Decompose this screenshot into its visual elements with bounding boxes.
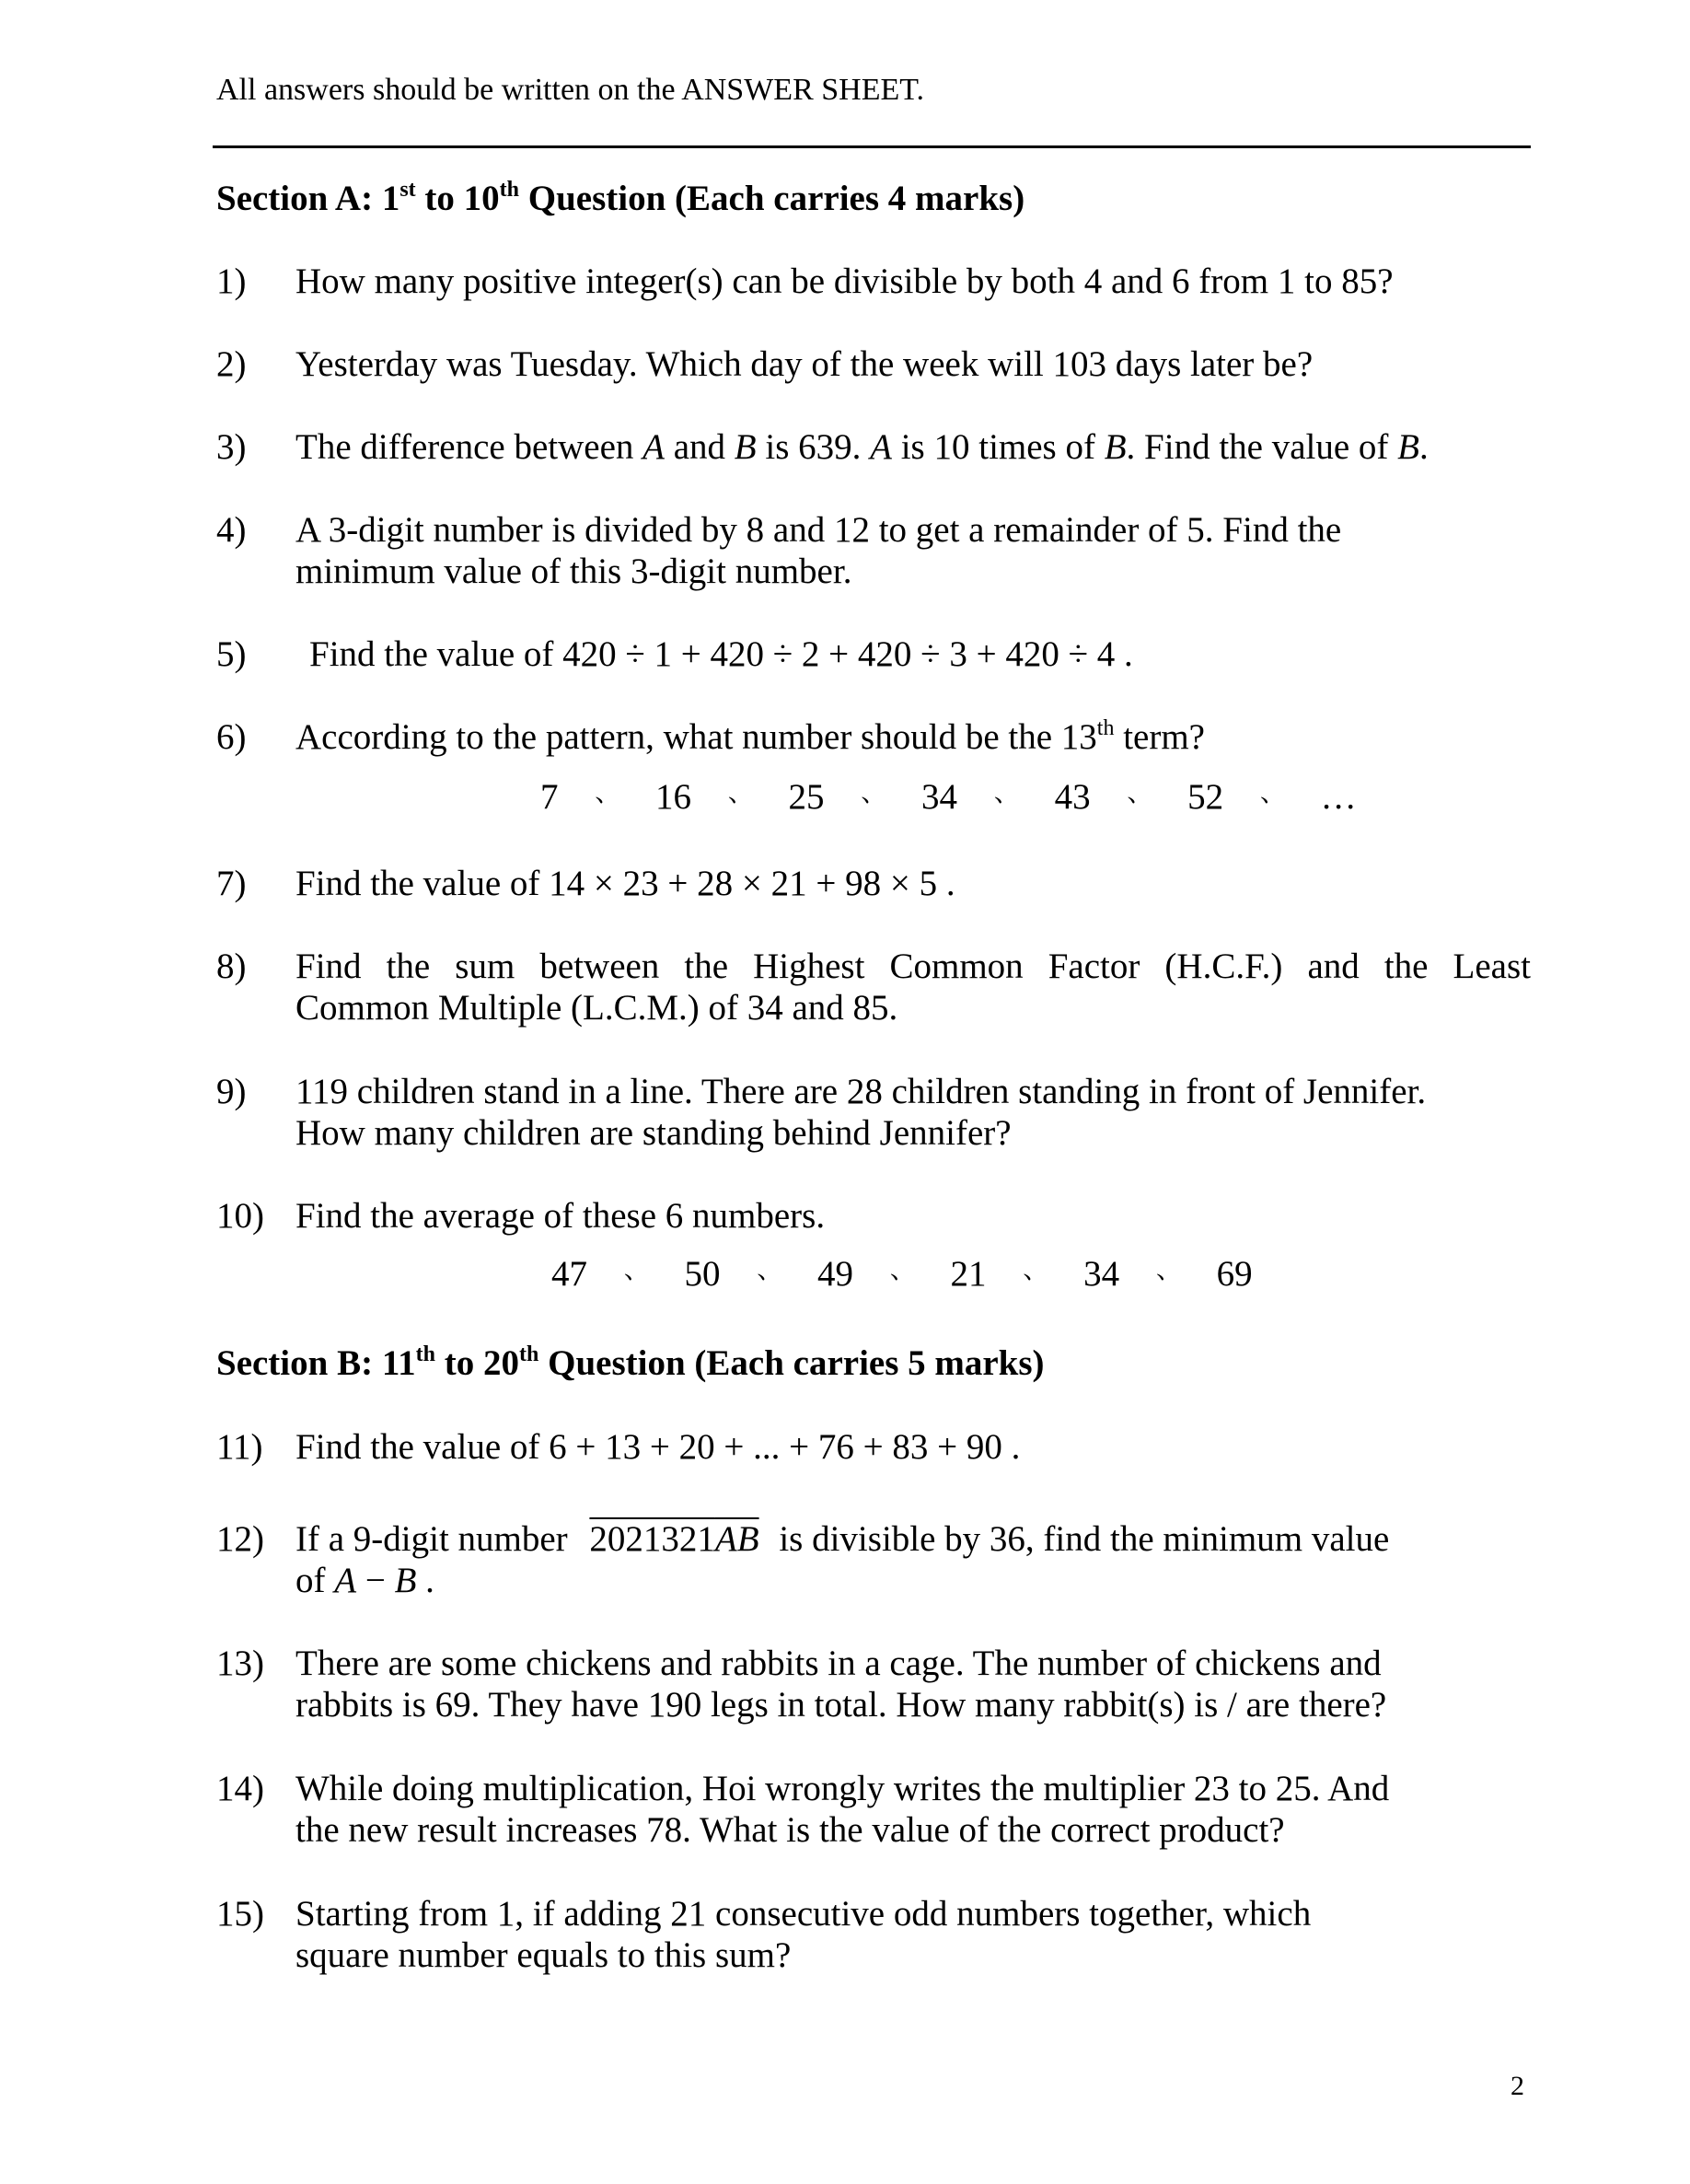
sequence-separator: 、 xyxy=(861,777,887,807)
sequence-item: 34 xyxy=(921,777,958,817)
question-text-line-1: Starting from 1, if adding 21 consecutive odd numbers together, which xyxy=(295,1894,1312,1934)
question-number: 5) xyxy=(216,634,247,674)
page-number: 2 xyxy=(1511,2071,1524,2101)
question-number: 12) xyxy=(216,1519,264,1559)
sequence-separator: 、 xyxy=(727,777,754,807)
sequence-separator: 、 xyxy=(1127,777,1153,807)
sequence-item: … xyxy=(1320,777,1357,817)
sequence-item: 7 xyxy=(540,777,559,817)
question-number: 3) xyxy=(216,427,247,467)
sequence-separator: 、 xyxy=(595,777,621,807)
question-text-line-2: the new result increases 78. What is the value of the correct product? xyxy=(295,1810,1285,1850)
question-number: 8) xyxy=(216,947,247,986)
question-text-line-2: minimum value of this 3-digit number. xyxy=(295,552,852,591)
question-text: Find the value of 14 × 23 + 28 × 21 + 98 × 5 . xyxy=(295,864,955,903)
sequence-item: 52 xyxy=(1187,777,1224,817)
sequence-item: 50 xyxy=(684,1254,721,1294)
question-number: 7) xyxy=(216,864,247,903)
question-text-line-2: How many children are standing behind Jennifer? xyxy=(295,1113,1012,1153)
question-text: Yesterday was Tuesday. Which day of the week will 103 days later be? xyxy=(295,344,1314,384)
question-text: Find the value of 6 + 13 + 20 + ... + 76 + 83 + 90 . xyxy=(295,1427,1021,1467)
question-number: 4) xyxy=(216,510,247,550)
question-text-line-2: Common Multiple (L.C.M.) of 34 and 85. xyxy=(295,988,898,1028)
question-text: The difference between A and B is 639. A is 10 times of B. Find the value of B. xyxy=(295,427,1429,467)
question-text-line-1: A 3-digit number is divided by 8 and 12 to get a remainder of 5. Find the xyxy=(295,510,1342,550)
overlined-number: 2021321AB xyxy=(589,1519,759,1559)
sequence-item: 21 xyxy=(950,1254,987,1294)
sequence-separator: 、 xyxy=(1155,1254,1182,1284)
question-number: 13) xyxy=(216,1644,264,1683)
question-number: 11) xyxy=(216,1427,263,1467)
question-text: Find the value of 420 ÷ 1 + 420 ÷ 2 + 420 ÷ 3 + 420 ÷ 4 . xyxy=(309,634,1133,674)
math-expression: 420 ÷ 1 + 420 ÷ 2 + 420 ÷ 3 + 420 ÷ 4 . xyxy=(562,634,1133,674)
sequence-item: 43 xyxy=(1054,777,1091,817)
question-text: According to the pattern, what number should be the 13th term? xyxy=(295,716,1205,757)
answer-instruction: All answers should be written on the ANSWER SHEET. xyxy=(216,73,925,107)
question-text-line-1: While doing multiplication, Hoi wrongly writes the multiplier 23 to 25. And xyxy=(295,1769,1390,1808)
question-number: 14) xyxy=(216,1769,264,1808)
sequence-item: 25 xyxy=(788,777,825,817)
sequence-item: 49 xyxy=(817,1254,854,1294)
sequence-separator: 、 xyxy=(623,1254,650,1284)
sequence-separator: 、 xyxy=(1023,1254,1049,1284)
question-text-line-2: of A − B . xyxy=(295,1561,434,1600)
question-text-line-1: There are some chickens and rabbits in a cage. The number of chickens and xyxy=(295,1644,1382,1683)
sequence-item: 16 xyxy=(655,777,692,817)
question-text: How many positive integer(s) can be divisible by both 4 and 6 from 1 to 85? xyxy=(295,261,1394,301)
question-text-line-1: 119 children stand in a line. There are 28 children standing in front of Jennifer. xyxy=(295,1072,1427,1111)
section-b-title: Section B: 11th to 20th Question (Each carries 5 marks) xyxy=(216,1342,1045,1383)
sequence-item: 34 xyxy=(1083,1254,1120,1294)
question-text-line-2: rabbits is 69. They have 190 legs in total. How many rabbit(s) is / are there? xyxy=(295,1685,1387,1725)
math-expression: 6 + 13 + 20 + ... + 76 + 83 + 90 . xyxy=(549,1427,1021,1467)
question-text: Find the average of these 6 numbers. xyxy=(295,1196,826,1236)
question-text-line-2: square number equals to this sum? xyxy=(295,1935,792,1975)
question-number: 9) xyxy=(216,1072,247,1111)
question-text-line-1: If a 9-digit number 2021321AB is divisible by 36, find the minimum value xyxy=(295,1519,1390,1559)
header-divider xyxy=(213,145,1531,148)
sequence-separator: 、 xyxy=(757,1254,783,1284)
question-number: 10) xyxy=(216,1196,264,1236)
sequence-separator: 、 xyxy=(889,1254,916,1284)
question-text-line-1: Find the sum between the Highest Common Factor (H.C.F.) and the Least xyxy=(295,947,1531,986)
sequence-separator: 、 xyxy=(1259,777,1286,807)
sequence-item: 47 xyxy=(551,1254,587,1294)
section-a-title: Section A: 1st to 10th Question (Each carries 4 marks) xyxy=(216,178,1025,218)
question-number: 6) xyxy=(216,717,247,757)
sequence-item: 69 xyxy=(1216,1254,1253,1294)
number-sequence-q6 xyxy=(540,772,1357,818)
question-number: 15) xyxy=(216,1894,264,1934)
question-number: 1) xyxy=(216,261,247,301)
number-sequence-q10 xyxy=(551,1249,1253,1295)
sequence-separator: 、 xyxy=(993,777,1020,807)
math-expression: 14 × 23 + 28 × 21 + 98 × 5 . xyxy=(549,864,955,903)
question-number: 2) xyxy=(216,344,247,384)
